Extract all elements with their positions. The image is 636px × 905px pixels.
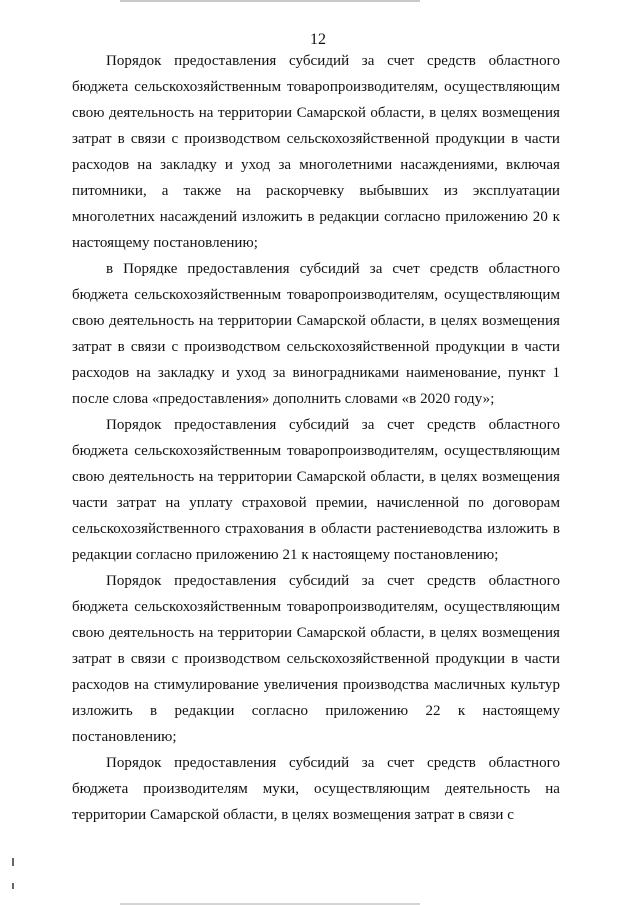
scan-margin-mark — [12, 883, 14, 889]
page-number: 12 — [310, 31, 326, 48]
scan-top-edge-line — [120, 0, 420, 2]
paragraph-flour-producers: Порядок предоставления субсидий за счет средств областного бюджета производителям муки, осуществляющим деятельность на территории Самарской области, в целях возмещения затрат в связи с — [72, 755, 560, 823]
paragraph-annex-20: Порядок предоставления субсидий за счет средств областного бюджета сельскохозяйственным товаропроизводителям, осуществляющим свою деятельность на территории Самарской области, в целях возмещения затрат в связи с производством сельскохозяйственной продукции в части расходов на закладку и уход за многолетними насаждениями, включая питомники, а также на раскорчевку выбывших из эксплуатации многолетних насаждений изложить в редакции согласно приложению 20 к настоящему постановлению; — [72, 53, 560, 251]
paragraph-vineyards-amendment: в Порядке предоставления субсидий за счет средств областного бюджета сельскохозяйственным товаропроизводителям, осуществляющим свою деятельность на территории Самарской области, в целях возмещения затрат в связи с производством сельскохозяйственной продукции в части расходов на закладку и уход за виноградниками наименование, пункт 1 после слова «предоставления» дополнить словами «в 2020 году»; — [72, 261, 560, 407]
paragraph-annex-22: Порядок предоставления субсидий за счет средств областного бюджета сельскохозяйственным товаропроизводителям, осуществляющим свою деятельность на территории Самарской области, в целях возмещения затрат в связи с производством сельскохозяйственной продукции в части расходов на стимулирование увеличения производства масличных культур изложить в редакции согласно приложению 22 к настоящему постановлению; — [72, 573, 560, 745]
scan-margin-mark — [12, 858, 14, 866]
document-body — [72, 48, 560, 828]
paragraph-annex-21: Порядок предоставления субсидий за счет средств областного бюджета сельскохозяйственным товаропроизводителям, осуществляющим свою деятельность на территории Самарской области, в целях возмещения части затрат на уплату страховой премии, начисленной по договорам сельскохозяйственного страхования в области растениеводства изложить в редакции согласно приложению 21 к настоящему постановлению; — [72, 417, 560, 563]
